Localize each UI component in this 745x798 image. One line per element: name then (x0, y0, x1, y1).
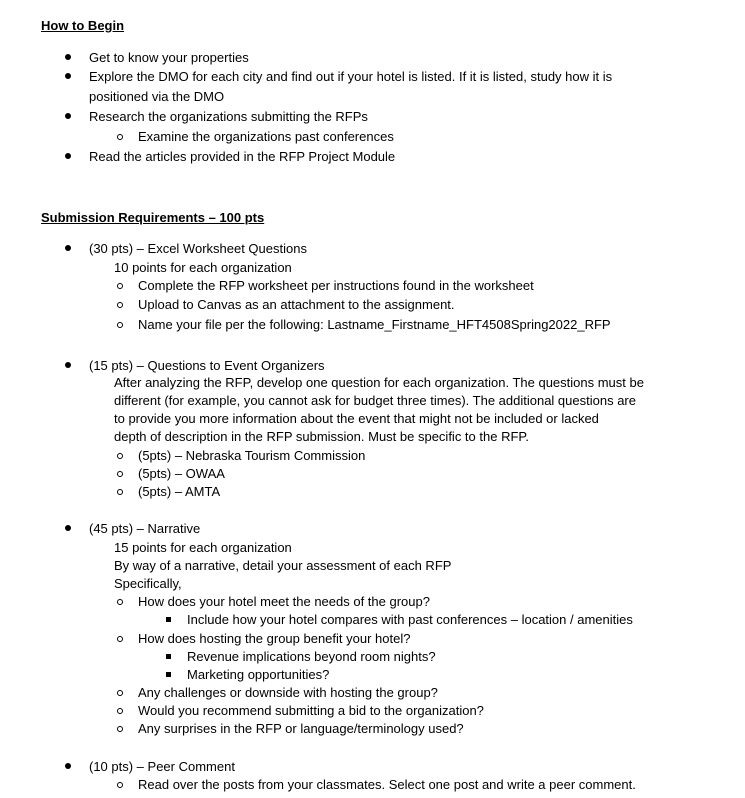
circle-bullet-icon (117, 708, 123, 714)
bullet-icon (65, 54, 71, 60)
circle-bullet-icon (117, 690, 123, 696)
circle-bullet-icon (117, 599, 123, 605)
bullet-icon (65, 113, 71, 119)
list-item-title: (45 pts) – Narrative (89, 521, 201, 536)
bullet-icon (65, 763, 71, 769)
list-subsubitem: Revenue implications beyond room nights? (187, 649, 436, 664)
list-subitem: How does hosting the group benefit your hotel? (138, 631, 411, 646)
list-subitem: Complete the RFP worksheet per instructions found in the worksheet (138, 278, 534, 293)
bullet-icon (65, 362, 71, 368)
circle-bullet-icon (117, 322, 123, 328)
section-heading-how-to-begin: How to Begin (41, 18, 125, 33)
list-item-text: Specifically, (114, 576, 182, 591)
bullet-icon (65, 73, 71, 79)
list-subitem: (5pts) – Nebraska Tourism Commission (138, 448, 366, 463)
list-subitem: Upload to Canvas as an attachment to the assignment. (138, 297, 455, 312)
list-subitem: Name your file per the following: Lastname_Firstname_HFT4508Spring2022_RFP (138, 317, 611, 332)
circle-bullet-icon (117, 471, 123, 477)
list-subitem: Examine the organizations past conferences (138, 129, 394, 144)
paragraph-line: After analyzing the RFP, develop one question for each organization. The questions must be (114, 375, 644, 390)
list-subitem: Read over the posts from your classmates. Select one post and write a peer comment. (138, 777, 636, 792)
bullet-icon (65, 525, 71, 531)
circle-bullet-icon (117, 283, 123, 289)
circle-bullet-icon (117, 453, 123, 459)
list-item-text: By way of a narrative, detail your assessment of each RFP (114, 558, 452, 573)
list-item-continuation: positioned via the DMO (89, 89, 225, 104)
list-subsubitem: Include how your hotel compares with past conferences – location / amenities (187, 612, 633, 627)
circle-bullet-icon (117, 726, 123, 732)
list-item-title: (30 pts) – Excel Worksheet Questions (89, 241, 307, 256)
list-subsubitem: Marketing opportunities? (187, 667, 330, 682)
list-item-title: (15 pts) – Questions to Event Organizers (89, 358, 325, 373)
circle-bullet-icon (117, 489, 123, 495)
circle-bullet-icon (117, 636, 123, 642)
list-item: Explore the DMO for each city and find out if your hotel is listed. If it is listed, study how it is (89, 69, 613, 84)
list-subitem: Would you recommend submitting a bid to the organization? (138, 703, 484, 718)
section-heading-submission: Submission Requirements – 100 pts (41, 210, 265, 225)
bullet-icon (65, 245, 71, 251)
paragraph-line: depth of description in the RFP submission. Must be specific to the RFP. (114, 429, 530, 444)
square-bullet-icon (166, 654, 171, 659)
list-subitem: (5pts) – OWAA (138, 466, 225, 481)
bullet-icon (65, 153, 71, 159)
list-item-text: 10 points for each organization (114, 260, 292, 275)
list-item-title: (10 pts) – Peer Comment (89, 759, 235, 774)
circle-bullet-icon (117, 782, 123, 788)
list-subitem: (5pts) – AMTA (138, 484, 221, 499)
list-subitem: How does your hotel meet the needs of the group? (138, 594, 430, 609)
paragraph-line: to provide you more information about the event that might not be included or lacked (114, 411, 599, 426)
square-bullet-icon (166, 672, 171, 677)
square-bullet-icon (166, 617, 171, 622)
circle-bullet-icon (117, 134, 123, 140)
list-item: Read the articles provided in the RFP Project Module (89, 149, 396, 164)
list-item: Get to know your properties (89, 50, 249, 65)
paragraph-line: different (for example, you cannot ask for budget three times). The additional questions are (114, 393, 636, 408)
list-item: Research the organizations submitting the RFPs (89, 109, 368, 124)
list-subitem: Any challenges or downside with hosting the group? (138, 685, 438, 700)
circle-bullet-icon (117, 302, 123, 308)
list-subitem: Any surprises in the RFP or language/terminology used? (138, 721, 464, 736)
list-item-text: 15 points for each organization (114, 540, 292, 555)
